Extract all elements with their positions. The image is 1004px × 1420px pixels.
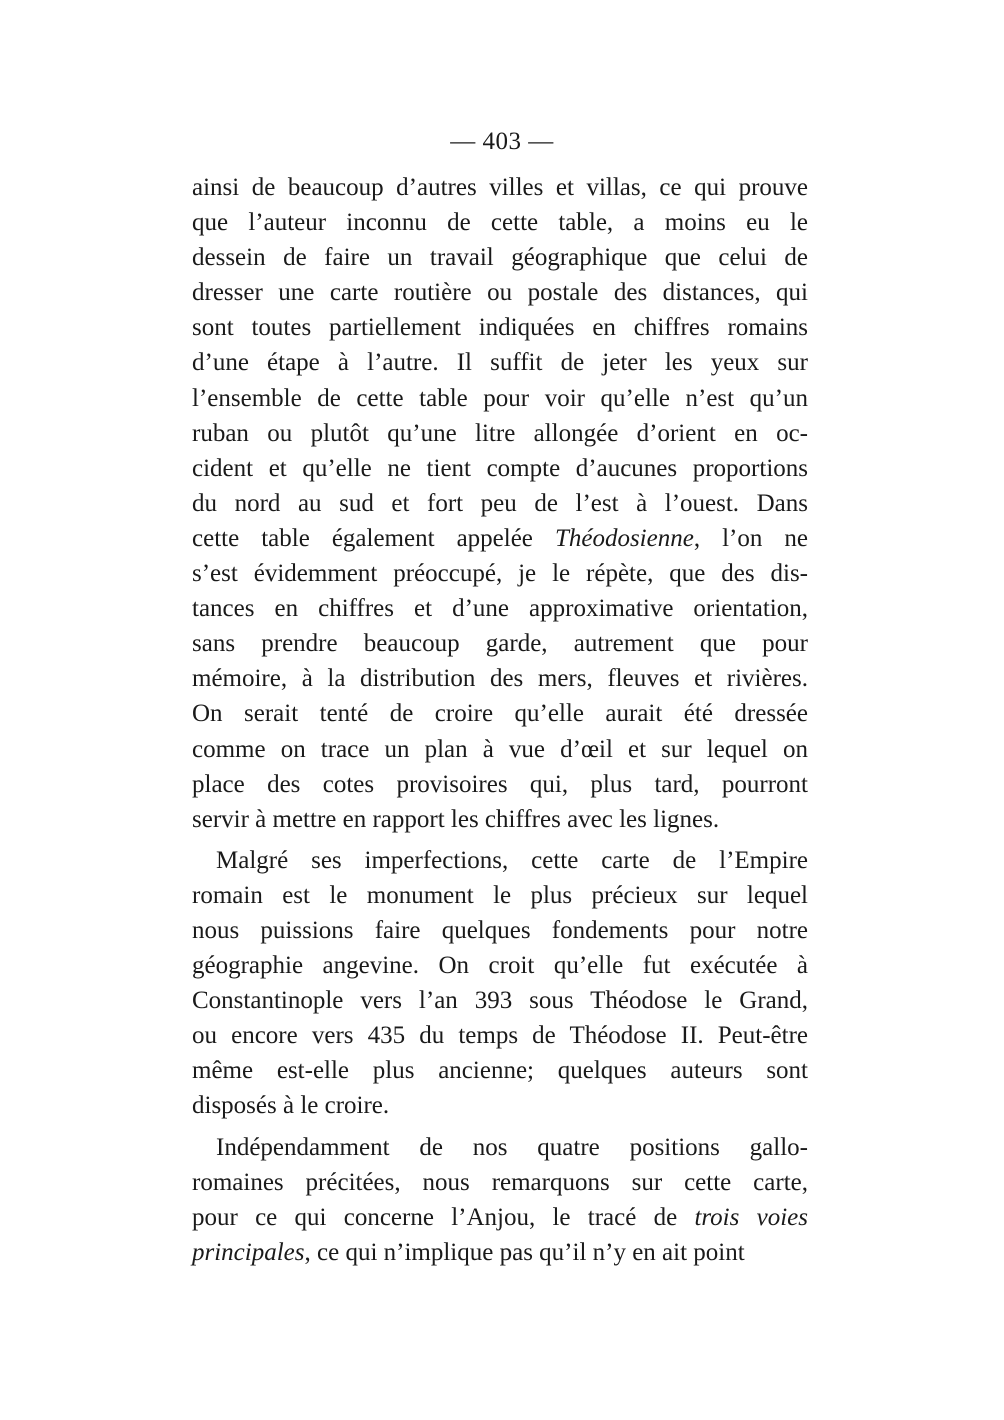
- text-run: , ce qui n’implique pas qu’il n’y en ait point: [304, 1238, 745, 1266]
- text-line: [192, 240, 808, 275]
- italic-text: trois voies: [694, 1203, 808, 1231]
- text-line: [192, 1130, 808, 1165]
- text-run: dessein de faire un travail géographique que celui de: [192, 244, 808, 272]
- text-run: dresser une carte routière ou postale des distances, qui: [192, 279, 808, 307]
- paragraph: [192, 1130, 808, 1270]
- body-text: [192, 170, 808, 1270]
- text-line: [192, 767, 808, 802]
- text-line: [192, 1165, 808, 1200]
- text-line: [192, 310, 808, 345]
- text-run: place des cotes provisoires qui, plus tard, pourront: [192, 770, 808, 798]
- text-run: mémoire, à la distribution des mers, fleuves et rivières.: [192, 665, 808, 693]
- italic-text: principales: [192, 1238, 305, 1266]
- text-line: [192, 556, 808, 591]
- text-run: ou encore vers 435 du temps de Théodose II. Peut-être: [192, 1022, 808, 1050]
- text-line: [192, 486, 808, 521]
- text-line: [192, 732, 808, 767]
- text-run: servir à mettre en rapport les chiffres avec les lignes.: [192, 805, 720, 833]
- text-line: [192, 1053, 808, 1088]
- paragraph: [192, 843, 808, 1124]
- text-line: [192, 345, 808, 380]
- text-run: l’ensemble de cette table pour voir qu’elle n’est qu’un: [192, 384, 808, 412]
- text-run: Constantinople vers l’an 393 sous Théodose le Grand,: [192, 987, 808, 1015]
- text-line: [192, 591, 808, 626]
- italic-text: Théodosienne: [554, 524, 694, 552]
- text-line: [192, 843, 808, 878]
- text-run: géographie angevine. On croit qu’elle fut exécutée à: [192, 952, 808, 980]
- text-run: romain est le monument le plus précieux sur lequel: [192, 881, 808, 909]
- text-run: On serait tenté de croire qu’elle aurait été dressée: [192, 700, 808, 728]
- text-line: [192, 1200, 808, 1235]
- text-line: [192, 913, 808, 948]
- page-number: — 403 —: [450, 128, 554, 155]
- text-run: cette table également appelée: [192, 524, 555, 552]
- text-line: [192, 205, 808, 240]
- text-run: ainsi de beaucoup d’autres villes et villas, ce qui prouve: [192, 174, 808, 201]
- text-line: [192, 626, 808, 661]
- text-line: [192, 275, 808, 310]
- text-run: du nord au sud et fort peu de l’est à l’ouest. Dans: [192, 489, 808, 517]
- text-run: ruban ou plutôt qu’une litre allongée d’orient en oc-: [192, 419, 808, 447]
- text-run: sans prendre beaucoup garde, autrement que pour: [192, 630, 808, 658]
- text-line: [192, 983, 808, 1018]
- text-run: comme on trace un plan à vue d’œil et sur lequel on: [192, 735, 808, 763]
- text-run: même est-elle plus ancienne; quelques auteurs sont: [192, 1057, 808, 1085]
- text-line: [192, 451, 808, 486]
- text-run: tances en chiffres et d’une approximative orientation,: [192, 595, 808, 623]
- text-run: Indépendamment de nos quatre positions gallo-: [216, 1133, 808, 1161]
- text-line: [192, 948, 808, 983]
- text-line: [192, 1018, 808, 1053]
- text-line: [192, 1088, 808, 1123]
- text-run: nous puissions faire quelques fondements pour notre: [192, 916, 808, 944]
- text-run: cident et qu’elle ne tient compte d’aucunes proportions: [192, 454, 808, 482]
- text-run: romaines précitées, nous remarquons sur cette carte,: [192, 1168, 808, 1196]
- text-line: [192, 878, 808, 913]
- text-line: [192, 521, 808, 556]
- text-run: Malgré ses imperfections, cette carte de l’Empire: [216, 846, 808, 874]
- text-run: pour ce qui concerne l’Anjou, le tracé de: [192, 1203, 695, 1231]
- text-line: [192, 170, 808, 205]
- text-line: [192, 661, 808, 696]
- text-run: d’une étape à l’autre. Il suffit de jeter les yeux sur: [192, 349, 808, 377]
- text-run: que l’auteur inconnu de cette table, a moins eu le: [192, 209, 808, 237]
- text-run: disposés à le croire.: [192, 1092, 390, 1120]
- text-line: [192, 1235, 808, 1270]
- paragraph: [192, 170, 808, 837]
- text-run: sont toutes partiellement indiquées en chiffres romains: [192, 314, 808, 342]
- text-run: s’est évidemment préoccupé, je le répète, que des dis-: [192, 560, 808, 588]
- text-line: [192, 696, 808, 731]
- text-run: , l’on ne: [693, 524, 808, 552]
- text-line: [192, 381, 808, 416]
- text-line: [192, 802, 808, 837]
- text-line: [192, 416, 808, 451]
